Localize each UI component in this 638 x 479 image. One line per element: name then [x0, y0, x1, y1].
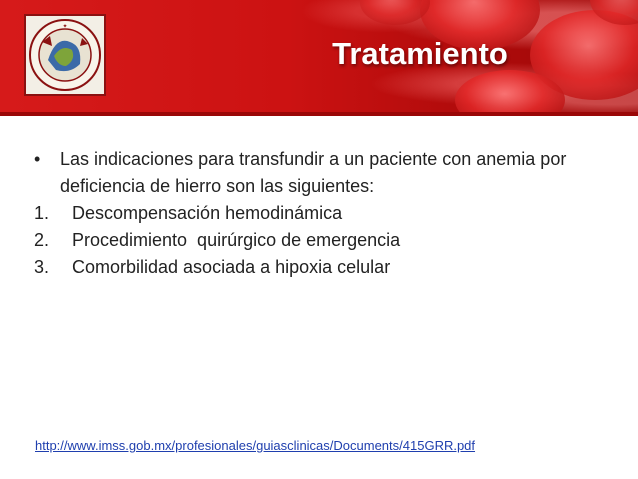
institution-logo — [24, 14, 106, 96]
list-text: Procedimiento quirúrgico de emergencia — [72, 230, 401, 250]
bullet-paragraph — [34, 146, 624, 200]
list-item — [34, 200, 624, 227]
source-link[interactable]: http://www.imss.gob.mx/profesionales/guiasclinicas/Documents/415GRR.pdf — [35, 438, 476, 453]
svg-text:✦: ✦ — [62, 23, 68, 30]
list-item — [34, 227, 624, 254]
list-number: 2. — [34, 230, 50, 250]
list-text: Comorbilidad asociada a hipoxia celular — [72, 257, 391, 277]
slide-body — [34, 146, 624, 281]
bullet-dot-icon: • — [34, 149, 41, 169]
slide-title: Tratamiento — [332, 36, 508, 71]
header-divider — [0, 112, 638, 116]
list-number: 1. — [34, 203, 50, 223]
header-banner — [0, 0, 638, 112]
list-number: 3. — [34, 257, 50, 277]
list-text: Descompensación hemodinámica — [72, 203, 343, 223]
bullet-text: Las indicaciones para transfundir a un paciente con anemia por deficiencia de hierro son las siguientes: — [60, 149, 567, 196]
blood-cell-decoration — [360, 0, 430, 25]
list-item — [34, 254, 624, 281]
